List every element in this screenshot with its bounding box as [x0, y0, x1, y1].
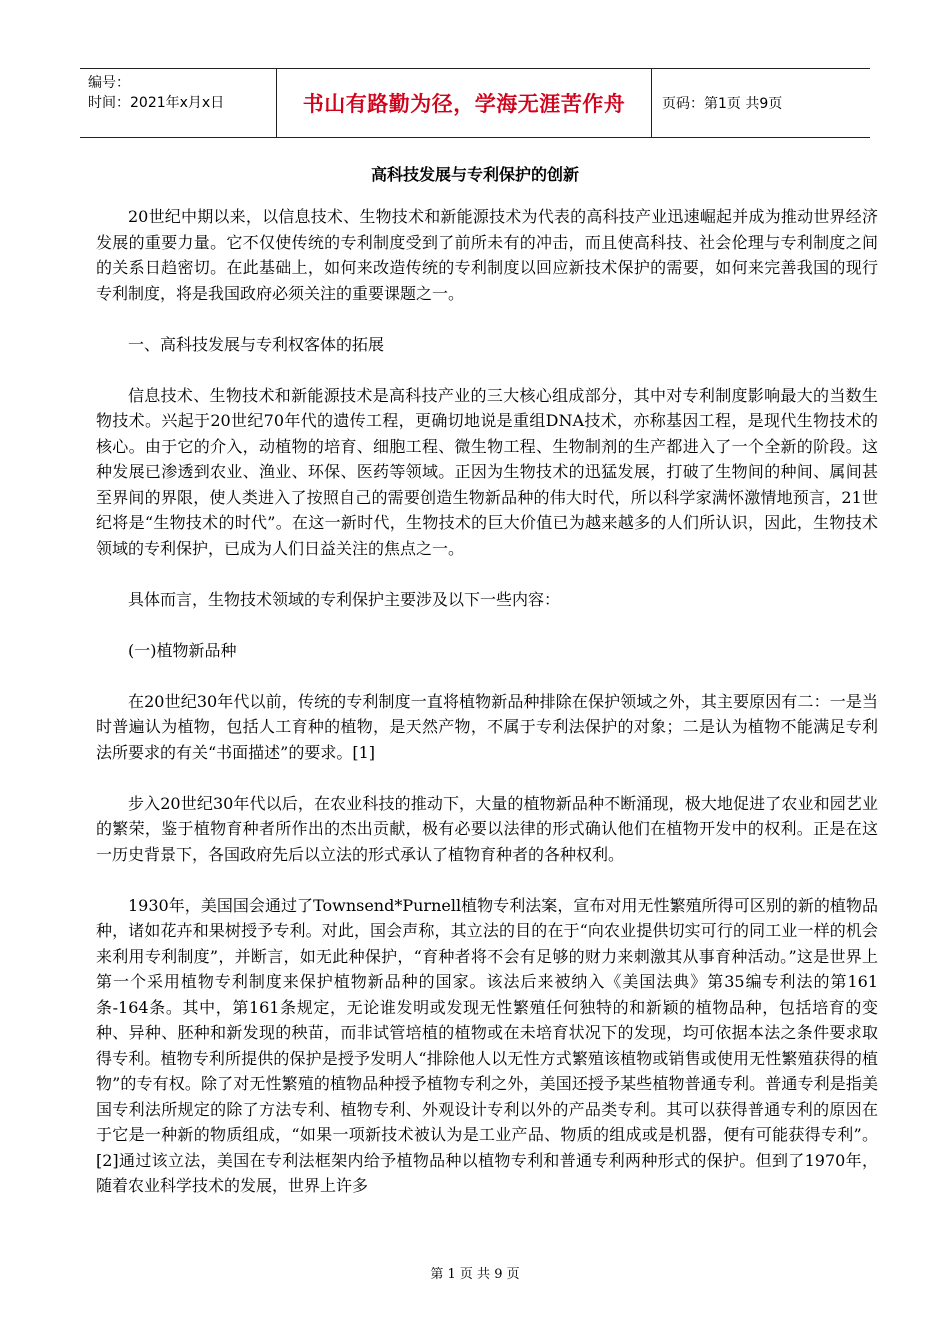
document-title: 高科技发展与专利保护的创新: [370, 165, 579, 184]
subsection-heading-1: (一)植物新品种: [128, 640, 237, 660]
paragraph: 信息技术、生物技术和新能源技术是高科技产业的三大核心组成部分，其中对专利制度影响最大的当数生物技术。兴起于20世纪70年代的遗传工程，更确切地说是重组DNA技术，亦称基因工程，是现代生物技术的核心。由于它的介入，动植物的培育、细胞工程、微生物工程、生物制剂的生产都进入了一个全新的阶段。这种发展已渗透到农业、渔业、环保、医药等领域。正因为生物技术的迅猛发展，打破了生物间的种间、属间甚至界间的界限，使人类进入了按照自己的需要创造生物新品种的伟大时代，所以科学家满怀激情地预言，21世纪将是“生物技术的时代”。在这一新时代，生物技术的巨大价值已为越来越多的人们所认识，因此，生物技术领域的专利保护，已成为人们日益关注的焦点之一。: [96, 385, 878, 558]
paragraph: 步入20世纪30年代以后，在农业科技的推动下，大量的植物新品种不断涌现，极大地促进了农业和园艺业的繁荣，鉴于植物育种者所作出的杰出贡献，极有必要以法律的形式确认他们在植物开发中的权利。正是在这一历史背景下，各国政府先后以立法的形式承认了植物育种者的各种权利。: [96, 793, 878, 864]
paragraph: 具体而言，生物技术领域的专利保护主要涉及以下一些内容：: [128, 589, 561, 609]
header-motto: 书山有路勤为径，学海无涯苦作舟: [276, 69, 652, 137]
header-meta: [80, 69, 276, 137]
page-footer: 第 1 页 共 9 页: [430, 1267, 520, 1282]
document-body: [96, 204, 878, 1224]
section-heading-1: 一、高科技发展与专利权客体的拓展: [128, 334, 385, 354]
page-header: [80, 68, 870, 138]
paragraph-intro: 20世纪中期以来，以信息技术、生物技术和新能源技术为代表的高科技产业迅速崛起并成为推动世界经济发展的重要力量。它不仅使传统的专利制度受到了前所未有的冲击，而且使高科技、社会伦理与专利制度之间的关系日趋密切。在此基础上，如何来改造传统的专利制度以回应新技术保护的需要，如何来完善我国的现行专利制度，将是我国政府必须关注的重要课题之一。: [96, 207, 878, 303]
document-number: 编号：: [88, 75, 130, 91]
paragraph: 1930年，美国国会通过了Townsend*Purnell植物专利法案，宣布对用无性繁殖所得可区别的新的植物品种，诸如花卉和果树授予专利。对此，国会声称，其立法的目的在于“向农业提供切实可行的同工业一样的机会来利用专利制度”，并断言，如无此种保护，“育种者将不会有足够的财力来刺激其从事育种活动。”这是世界上第一个采用植物专利制度来保护植物新品种的国家。该法后来被纳入《美国法典》第35编专利法的第161条-164条。其中，第161条规定，无论谁发明或发现无性繁殖任何独特的和新颖的植物品种，包括培育的变种、异种、胚种和新发现的秧苗，而非试管培植的植物或在未培育状况下的发现，均可依据本法之条件要求取得专利。植物专利所提供的保护是授予发明人“排除他人以无性方式繁殖该植物或销售或使用无性繁殖获得的植物”的专有权。除了对无性繁殖的植物品种授予植物专利之外，美国还授予某些植物普通专利。普通专利是指美国专利法所规定的除了方法专利、植物专利、外观设计专利以外的产品类专利。其可以获得普通专利的原因在于它是一种新的物质组成，“如果一项新技术被认为是工业产品、物质的组成或是机器，便有可能获得专利”。[2]通过该立法，美国在专利法框架内给予植物品种以植物专利和普通专利两种形式的保护。但到了1970年，随着农业科学技术的发展，世界上许多: [96, 895, 878, 1195]
document-time: 时间：2021年x月x日: [88, 95, 225, 111]
header-page-info: 页码：第1页 共9页: [662, 96, 783, 112]
paragraph: 在20世纪30年代以前，传统的专利制度一直将植物新品种排除在保护领域之外，其主要原因有二：一是当时普遍认为植物，包括人工育种的植物，是天然产物，不属于专利法保护的对象；二是认为植物不能满足专利法所要求的有关“书面描述”的要求。[1]: [96, 691, 878, 762]
